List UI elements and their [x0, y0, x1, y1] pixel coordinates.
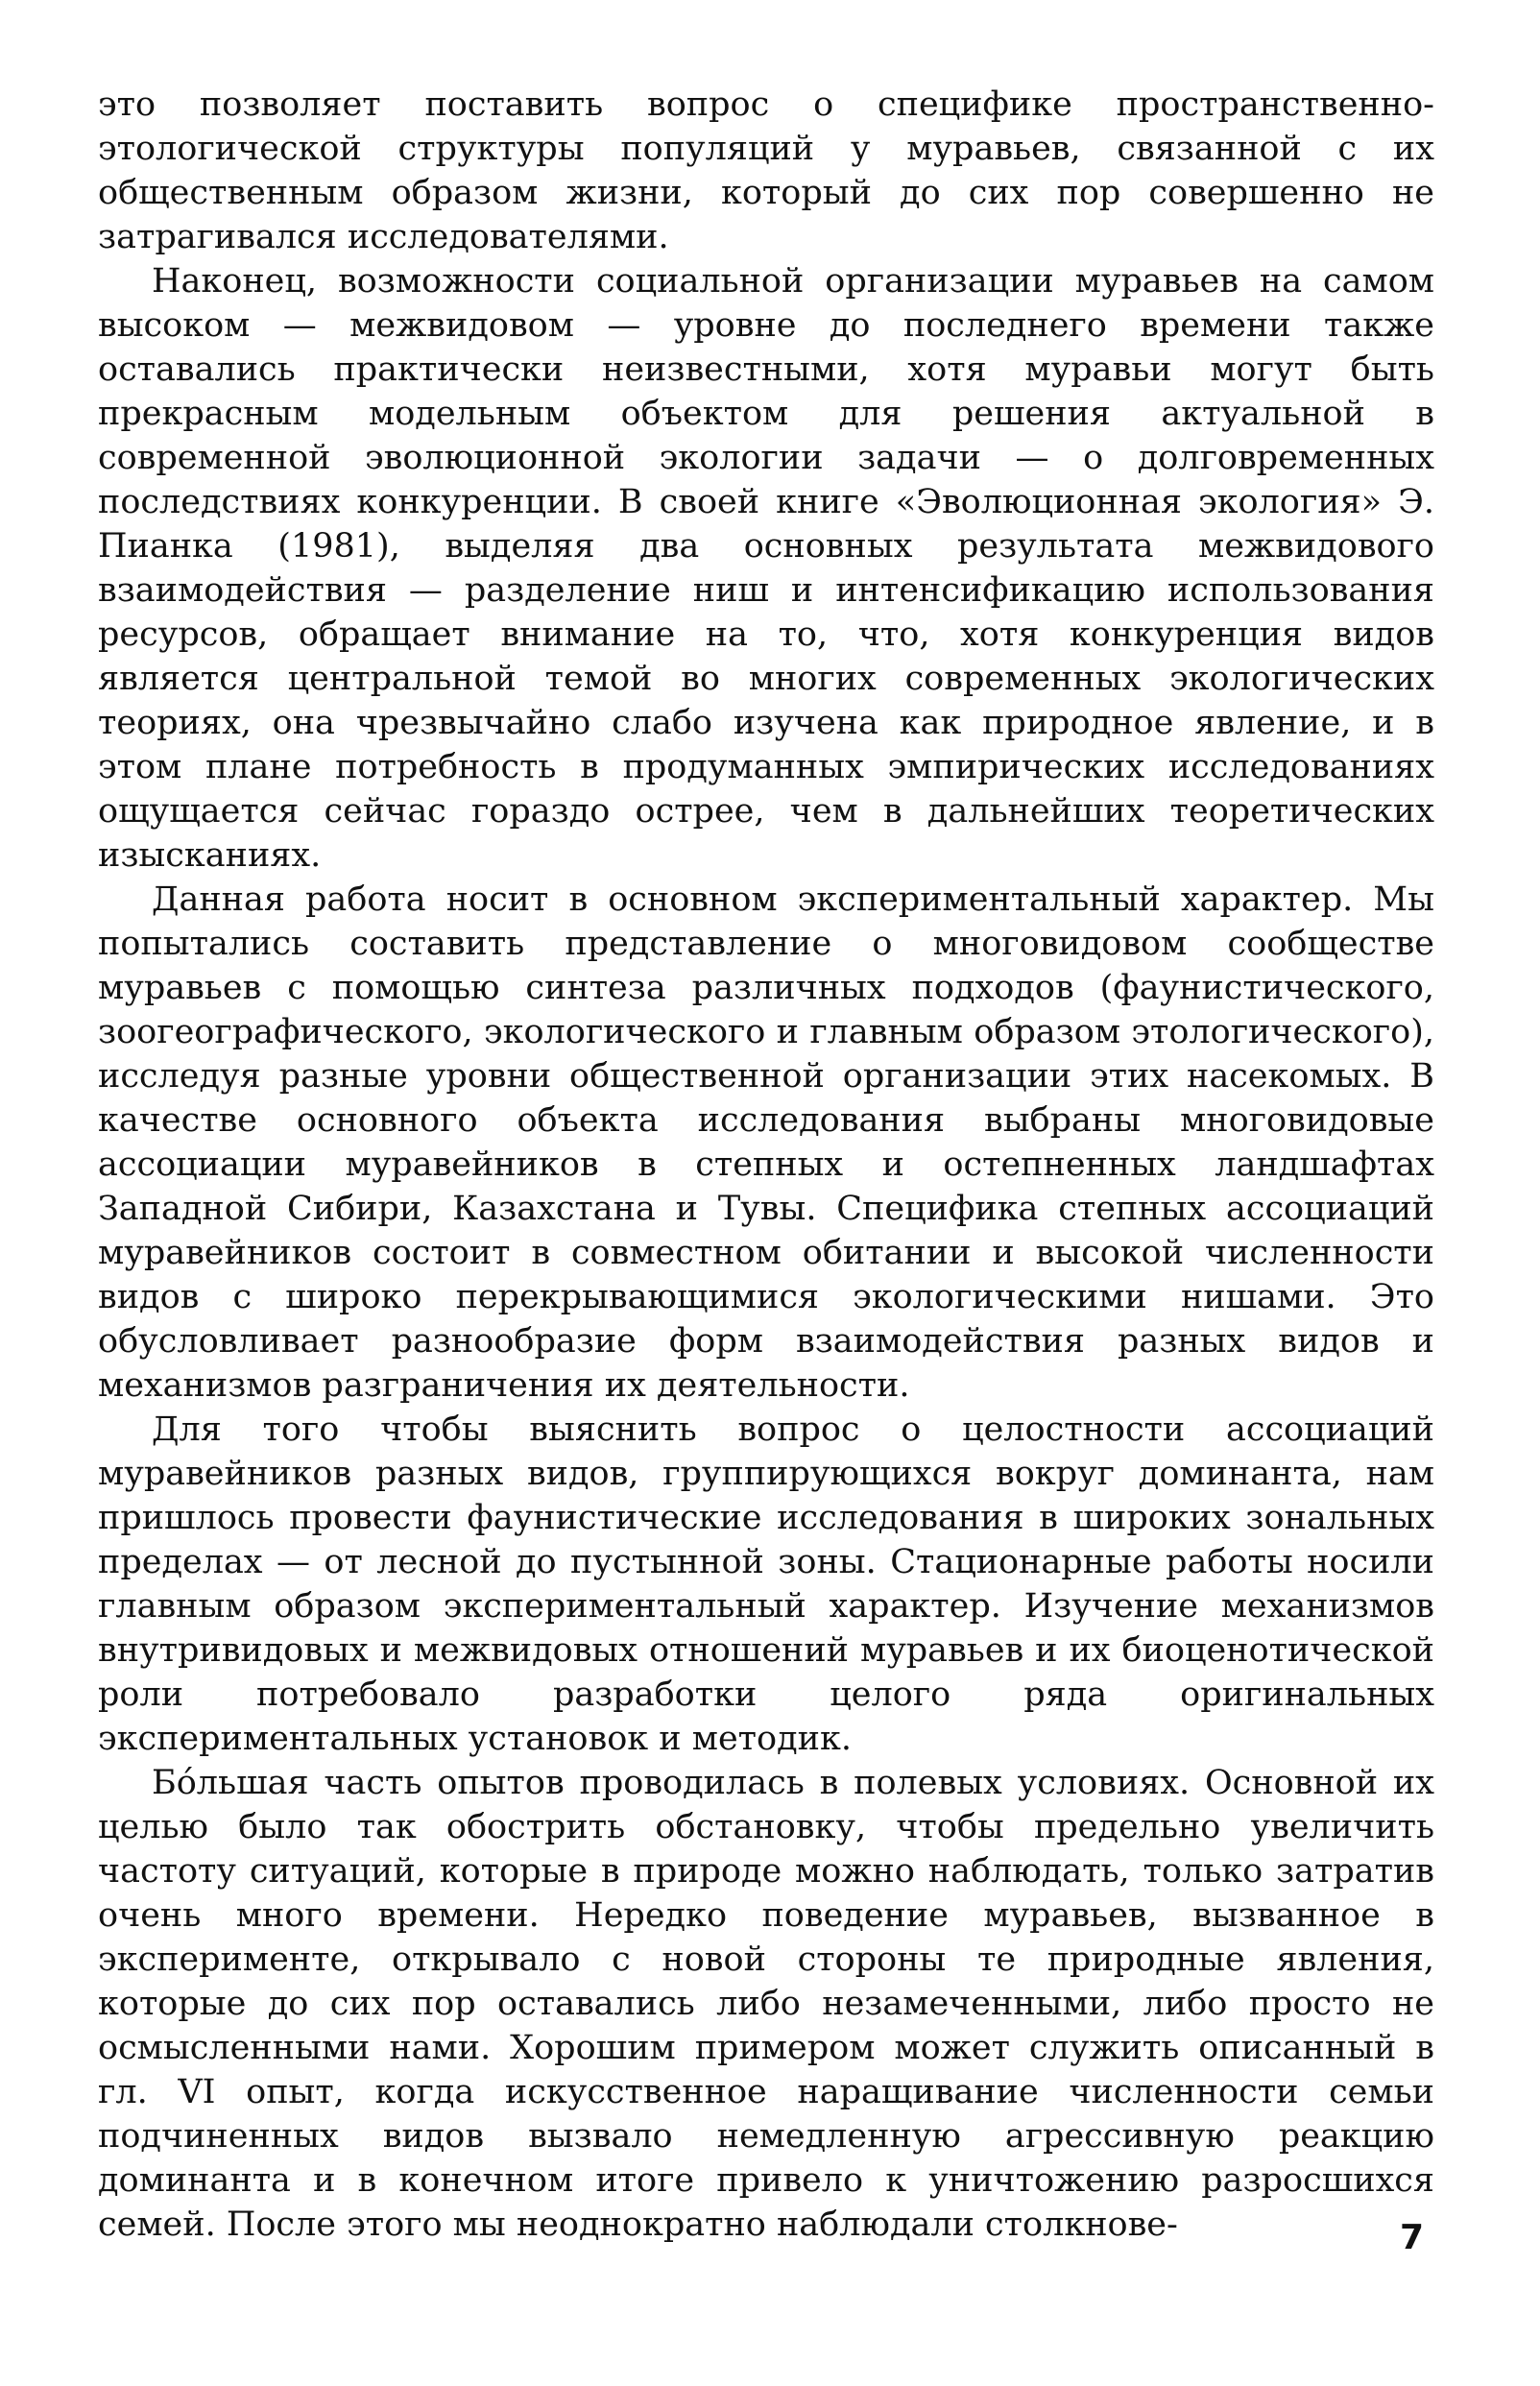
paragraph-5: Бо́льшая часть опытов проводилась в полевых условиях. Основной их целью было так обострить обстановку, чтобы предельно увеличить частоту ситуаций, которые в природе можно наблюдать, только затратив очень много времени. Нередко поведение муравьев, вызванное в эксперименте, открывало с новой стороны те природные явления, которые до сих пор оставались либо незамеченными, либо просто не осмысленными нами. Хорошим примером может служить описанный в гл. VI опыт, когда искусственное наращивание численности семьи подчиненных видов вызвало немедленную агрессивную реакцию доминанта и в конечном итоге привело к уничтожению разросшихся семей. После этого мы неоднократно наблюдали столкнове-	[98, 1764, 1434, 2244]
paragraph-1: это позволяет поставить вопрос о специфике пространственно-этологической структуры популяций у муравьев, связанной с их общественным образом жизни, который до сих пор совершенно не затрагивался исследователями.	[98, 85, 1434, 256]
paragraph-4: Для того чтобы выяснить вопрос о целостности ассоциаций муравейников разных видов, группирующихся вокруг доминанта, нам пришлось провести фаунистические исследования в широких зональных пределах — от лесной до пустынной зоны. Стационарные работы носили главным образом экспериментальный характер. Изучение механизмов внутривидовых и межвидовых отношений муравьев и их биоценотической роли потребовало разработки целого ряда оригинальных экспериментальных установок и методик.	[98, 1410, 1434, 1758]
page-body	[98, 83, 1434, 2247]
page-number: 7	[1400, 2218, 1425, 2257]
paragraph-3: Данная работа носит в основном экспериментальный характер. Мы попытались составить представление о многовидовом сообществе муравьев с помощью синтеза различных подходов (фаунистического, зоогеографического, экологического и главным образом этологического), исследуя разные уровни общественной организации этих насекомых. В качестве основного объекта исследования выбраны многовидовые ассоциации муравейников в степных и остепненных ландшафтах Западной Сибири, Казахстана и Тувы. Специфика степных ассоциаций муравейников состоит в совместном обитании и высокой численности видов с широко перекрывающимися экологическими нишами. Это обусловливает разнообразие форм взаимодействия разных видов и механизмов разграничения их деятельности.	[98, 880, 1434, 1405]
paragraph-2: Наконец, возможности социальной организации муравьев на самом высоком — межвидовом — уровне до последнего времени также оставались практически неизвестными, хотя муравьи могут быть прекрасным модельным объектом для решения актуальной в современной эволюционной экологии задачи — о долговременных последствиях конкуренции. В своей книге «Эволюционная экология» Э. Пианка (1981), выделяя два основных результата межвидового взаимодействия — разделение ниш и интенсификацию использования ресурсов, обращает внимание на то, что, хотя конкуренция видов является центральной темой во многих современных экологических теориях, она чрезвычайно слабо изучена как природное явление, и в этом плане потребность в продуманных эмпирических исследованиях ощущается сейчас гораздо острее, чем в дальнейших теоретических изысканиях.	[98, 262, 1434, 875]
